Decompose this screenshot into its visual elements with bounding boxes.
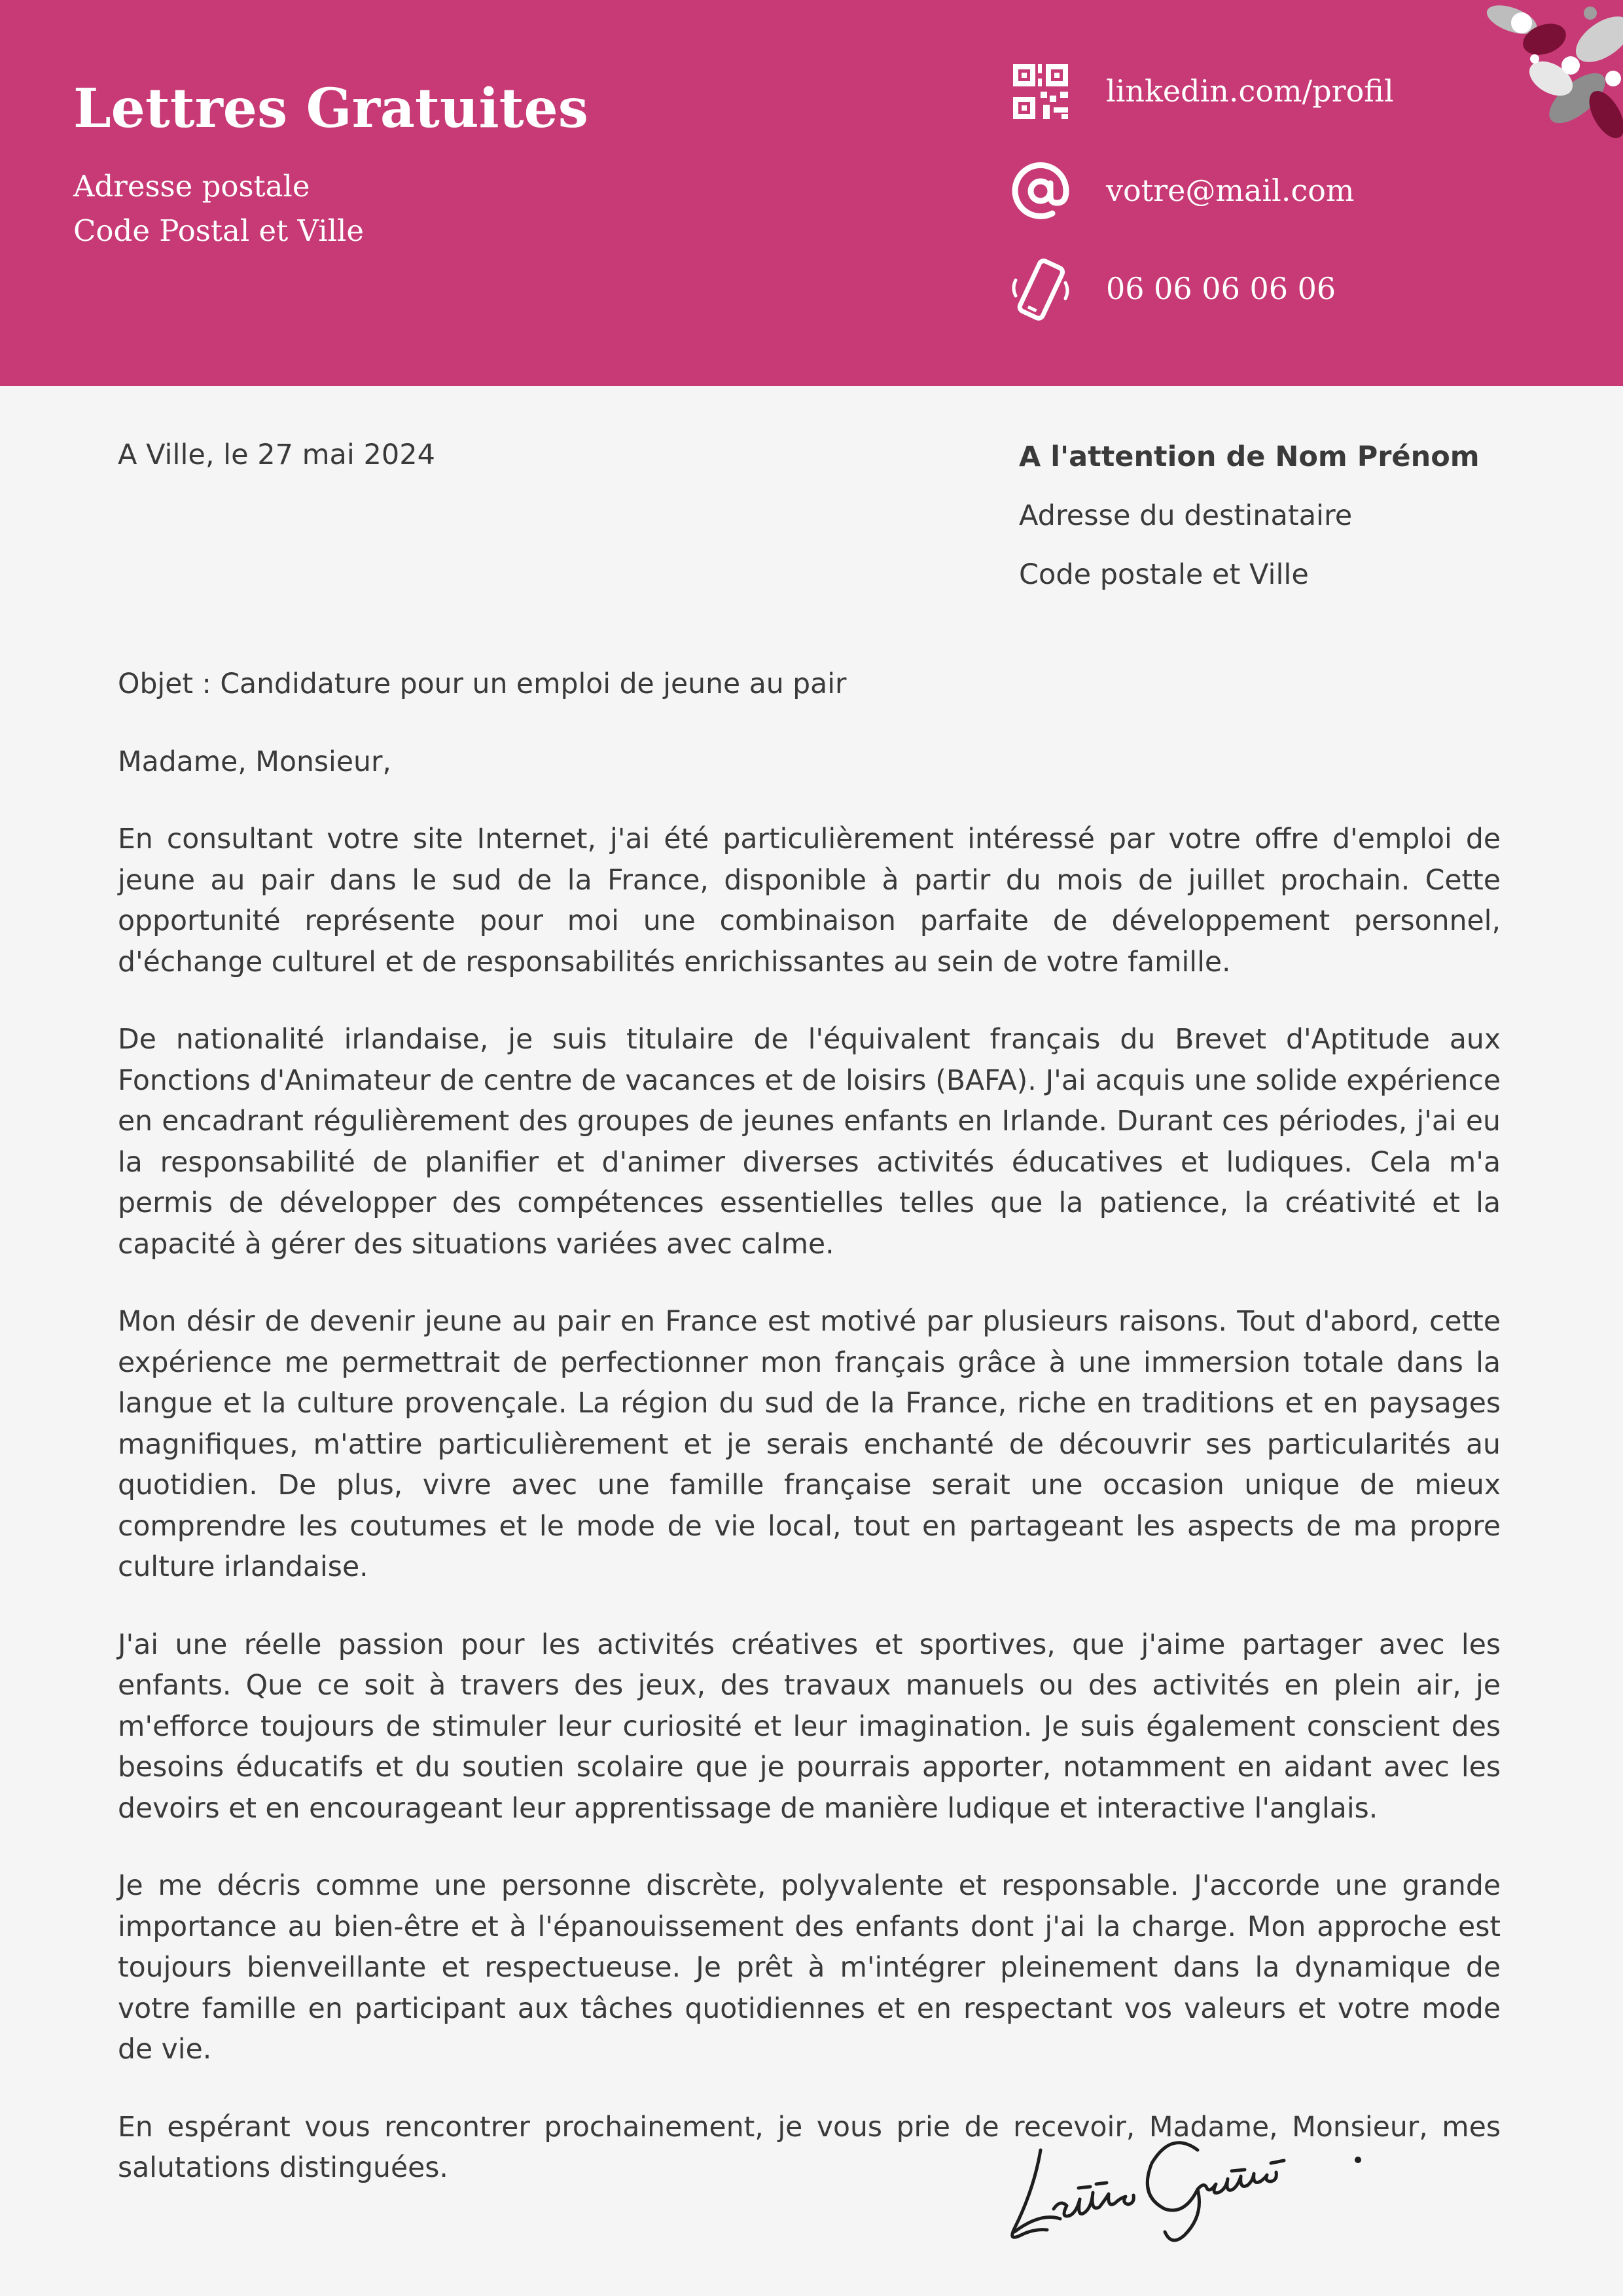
letter-salutation: Madame, Monsieur, (118, 745, 391, 778)
contact-phone (1008, 257, 1597, 329)
brand-name: Lettres Gratuites (73, 77, 588, 140)
letter-paragraph: J'ai une réelle passion pour les activités créatives et sportives, que j'aime partager avec les enfants. Que ce soit à travers des jeux, des travaux manuels ou des activités en plein air, je m'efforce toujours de stimuler leur curiosité et leur imagination. Je suis également conscient des besoins éducatifs et du soutien scolaire que je pourrais apporter, notamment en aidant avec les devoirs et en encourageant leur apprentissage de manière ludique et interactive l'anglais. (118, 1628, 1501, 1825)
sender-city: Code Postal et Ville (73, 213, 365, 248)
recipient-name: A l'attention de Nom Prénom (1019, 440, 1480, 473)
email-text: votre@mail.com (1106, 173, 1355, 208)
handwritten-signature (1001, 2111, 1394, 2248)
letter-paragraph: De nationalité irlandaise, je suis titulaire de l'équivalent français du Brevet d'Aptitude aux Fonctions d'Animateur de centre de vacances et de loisirs (BAFA). J'ai acquis une solide expérience en encadrant régulièrement des groupes de jeunes enfants en Irlande. Durant ces périodes, j'ai eu la responsabilité de planifier et d'animer diverses activités éducatives et ludiques. Cela m'a permis de développer des compétences essentielles telles que la patience, la créativité et la capacité à gérer des situations variées avec calme. (118, 1024, 1501, 1261)
qr-code-icon (1008, 59, 1073, 124)
letter-date: A Ville, le 27 mai 2024 (118, 439, 435, 471)
linkedin-text: linkedin.com/profil (1106, 73, 1394, 109)
contact-email (1008, 158, 1597, 230)
letter-paragraph: Je me décris comme une personne discrète, polyvalente et responsable. J'accorde une grande importance au bien-être et à l'épanouissement des enfants dont j'ai la charge. Mon approche est toujours bienveillante et respectueuse. Je prêt à m'intégrer pleinement dans la dynamique de votre famille en participant aux tâches quotidiennes et en respectant vos valeurs et votre mode de vie. (118, 1870, 1501, 2066)
letter-closing: En espérant vous rencontrer prochainement, je vous prie de recevoir, Madame, Monsieur, mes salutations distinguées. (118, 2111, 1501, 2184)
letter-object: Objet : Candidature pour un emploi de jeune au pair (118, 668, 847, 700)
recipient-city: Code postale et Ville (1019, 558, 1309, 591)
letter-paragraph: En consultant votre site Internet, j'ai été particulièrement intéressé par votre offre d'emploi de jeune au pair dans le sud de la France, disponible à partir du mois de juillet prochain. Cette opportunité représente pour moi une combinaison parfaite de développement personnel, d'échange culturel et de responsabilités enrichissantes au sein de votre famille. (118, 823, 1501, 978)
floral-decoration-icon (1472, 0, 1623, 157)
recipient-block (1019, 435, 1543, 612)
recipient-address: Adresse du destinataire (1019, 499, 1353, 532)
header-banner (0, 0, 1623, 386)
letter-body (118, 664, 1501, 2226)
phone-icon (1008, 257, 1073, 322)
sender-address: Adresse postale (73, 169, 310, 204)
letter-paragraph: Mon désir de devenir jeune au pair en France est motivé par plusieurs raisons. Tout d'abord, cette expérience me permettrait de perfectionner mon français grâce à une immersion totale dans la langue et la culture provençale. La région du sud de la France, riche en traditions et en paysages magnifiques, m'attire particulièrement et je serais enchanté de découvrir ses particularités au quotidien. De plus, vivre avec une famille française serait une occasion unique de mieux comprendre les coutumes et le mode de vie local, tout en partageant les aspects de ma propre culture irlandaise. (118, 1306, 1501, 1583)
phone-text: 06 06 06 06 06 (1106, 271, 1336, 306)
at-sign-icon (1008, 158, 1073, 224)
